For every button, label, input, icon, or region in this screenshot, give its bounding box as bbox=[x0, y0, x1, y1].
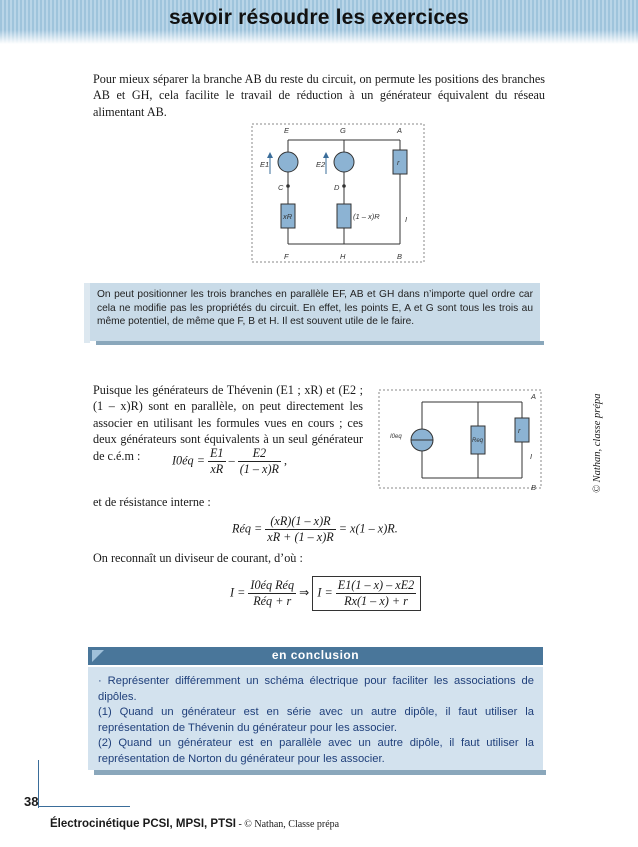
label-g: G bbox=[340, 126, 346, 135]
label-a: A bbox=[397, 126, 403, 135]
equation-current-den: Réq + r bbox=[253, 594, 292, 608]
label-e: E bbox=[284, 126, 290, 135]
label-b: B bbox=[397, 252, 403, 261]
conclusion-heading: en conclusion bbox=[271, 648, 360, 662]
conclusion-item: (2) Quand un générateur est en parallèle avec un autre dipôle, il faut utiliser la représentation de Norton du générateur pour les associer. bbox=[98, 737, 534, 765]
equation-i0eq bbox=[172, 446, 287, 477]
equation-i0eq-den2: (1 – x)R bbox=[239, 462, 279, 476]
equation-i0eq-lhs: I0éq = bbox=[172, 453, 205, 468]
arrow-e1-head bbox=[267, 152, 273, 158]
node-c bbox=[286, 184, 290, 188]
equation-req-den: xR + (1 – x)R bbox=[267, 530, 334, 544]
circuit-diagram-2 bbox=[376, 386, 548, 494]
equation-result-num: E1(1 – x) – xE2 bbox=[337, 578, 415, 592]
equation-result-box bbox=[312, 576, 421, 611]
label-xr: xR bbox=[283, 212, 293, 221]
equation-result-den: Rx(1 – x) + r bbox=[344, 594, 408, 608]
footer-copyright: - © Nathan, Classe prépa bbox=[235, 819, 340, 830]
label-h: H bbox=[340, 252, 346, 261]
label-i: I bbox=[405, 215, 408, 224]
circuit1-frame bbox=[252, 124, 424, 262]
divider-paragraph: On reconnaît un diviseur de courant, d’où : bbox=[93, 551, 303, 565]
vertical-copyright: © Nathan, classe prépa bbox=[592, 393, 603, 493]
node-d bbox=[342, 184, 346, 188]
equation-i0eq-minus: – bbox=[228, 453, 235, 468]
label-d: D bbox=[334, 183, 340, 192]
equation-result-lhs: I = bbox=[317, 585, 333, 600]
label-c: C bbox=[278, 183, 284, 192]
equation-current-num: I0éq Réq bbox=[250, 578, 295, 592]
label-r2: r bbox=[518, 426, 521, 435]
circuit-diagram-1 bbox=[240, 118, 430, 268]
conclusion-item: (1) Quand un générateur est en série avec un autre dipôle, il faut utiliser la représentation de Thévenin du générateur pour les associer. bbox=[98, 706, 534, 734]
label-f: F bbox=[284, 252, 289, 261]
equation-i0eq-num1: E1 bbox=[209, 446, 224, 460]
label-e1: E1 bbox=[260, 160, 270, 169]
thevenin-paragraph: Puisque les générateurs de Thévenin (E1 ; xR) et (E2 ; (1 – x)R) sont en parallèle, on peut directement les associer en utilisant les formules vues en cours ; ces deux générateurs sont équivalents à un seul générateur de c.é.m : bbox=[93, 383, 363, 463]
resistance-paragraph: et de résistance interne : bbox=[93, 495, 211, 509]
implies-arrow: ⇒ bbox=[299, 585, 310, 600]
equation-req bbox=[232, 514, 398, 545]
generator-e1-symbol bbox=[278, 152, 298, 172]
arrow-e2-head bbox=[323, 152, 329, 158]
equation-req-lhs: Réq = bbox=[232, 521, 263, 536]
label-r: r bbox=[397, 158, 400, 167]
note-text: On peut positionner les trois branches en parallèle EF, AB et GH dans n’importe quel ordre car cela ne modifie pas les propriétés du circuit. En effet, les points E, A et G sont tous les trois au même potentiel, de même que F, B et H. Il est souvent utile de le faire. bbox=[97, 289, 533, 328]
resistor-1-x-r bbox=[337, 204, 351, 228]
label-req: Req bbox=[472, 438, 484, 444]
note-box-shadow bbox=[96, 341, 544, 345]
footer-book-title: Électrocinétique PCSI, MPSI, PTSI bbox=[50, 818, 236, 830]
label-1-x-r: (1 – x)R bbox=[353, 212, 380, 221]
equation-req-num: (xR)(1 – x)R bbox=[265, 514, 335, 530]
intro-paragraph: Pour mieux séparer la branche AB du reste du circuit, on permute les positions des branches AB et GH, cela facilite le travail de réduction à un générateur équivalent du réseau alimentant AB. bbox=[93, 72, 545, 119]
label-i2: I bbox=[530, 452, 533, 461]
footer-line bbox=[50, 818, 339, 830]
equation-i0eq-comma: , bbox=[284, 453, 288, 468]
page-header-title: savoir résoudre les exercices bbox=[169, 6, 469, 29]
equation-current-lhs: I = bbox=[230, 585, 246, 600]
header-fade bbox=[0, 30, 638, 44]
label-b2: B bbox=[531, 483, 537, 492]
label-e2: E2 bbox=[316, 160, 326, 169]
footer-rule bbox=[38, 806, 130, 807]
generator-e2-symbol bbox=[334, 152, 354, 172]
equation-i0eq-den1: xR bbox=[210, 462, 224, 476]
equation-current bbox=[230, 576, 421, 611]
conclusion-item: · Représenter différemment un schéma électrique pour faciliter les associations de dipôles. bbox=[98, 675, 534, 703]
resistor-r bbox=[393, 150, 407, 174]
equation-i0eq-num2: E2 bbox=[238, 446, 281, 462]
conclusion-text bbox=[98, 674, 534, 768]
page-number: 38 bbox=[24, 794, 39, 809]
label-a2: A bbox=[531, 392, 537, 401]
conclusion-box-shadow bbox=[94, 770, 546, 775]
equation-req-rhs: = x(1 – x)R. bbox=[338, 521, 398, 536]
label-i0eq: I0eq bbox=[390, 434, 402, 440]
